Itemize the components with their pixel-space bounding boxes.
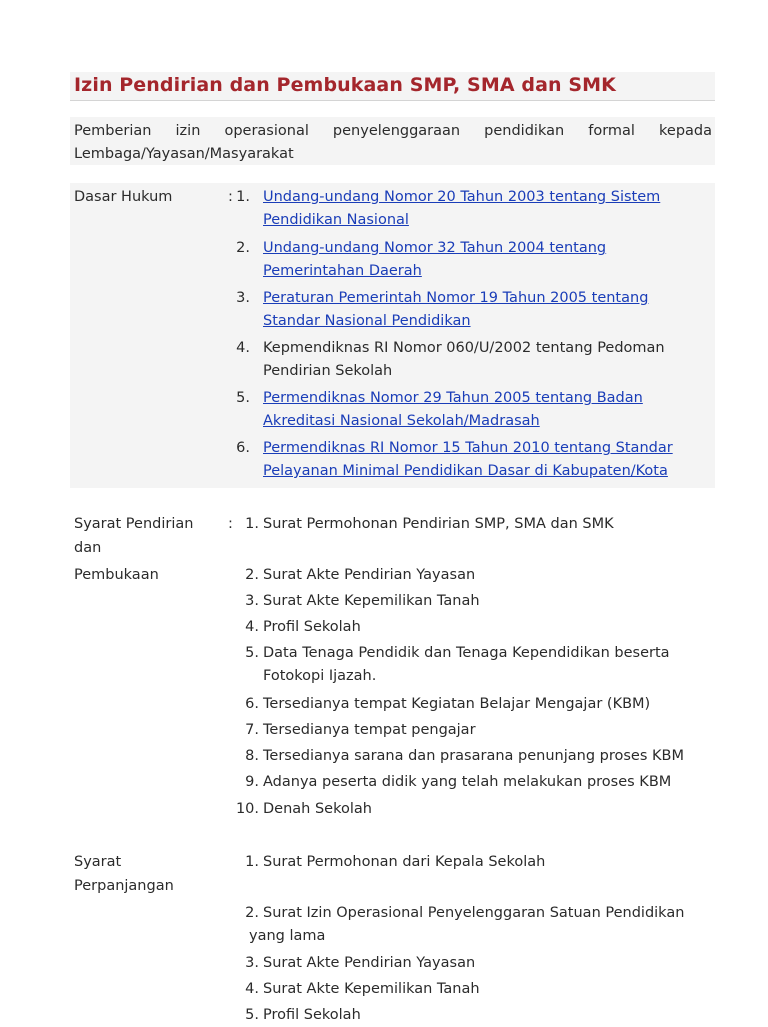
syarat-pendirian-num-3: 3. [245,593,259,609]
dasar-hukum-num-3: 3. [236,290,250,306]
syarat-perpanjangan-item-2: Surat Izin Operasional Penyelenggaran Satuan Pendidikan yang lama [249,905,685,944]
syarat-perpanjangan-item-3: Surat Akte Pendirian Yayasan [263,955,476,971]
dasar-hukum-link-5[interactable]: Permendiknas Nomor 29 Tahun 2005 tentang Badan Akreditasi Nasional Sekolah/Madrasah [263,390,643,429]
syarat-pendirian-num-10: 10. [235,801,259,817]
dasar-hukum-link-3[interactable]: Peraturan Pemerintah Nomor 19 Tahun 2005 tentang Standar Nasional Pendidikan [263,290,649,329]
dasar-hukum-label: Dasar Hukum [74,189,173,205]
dasar-hukum-num-6: 6. [236,440,250,456]
syarat-perpanjangan-num-3: 3. [245,955,259,971]
syarat-pendirian-item-9: Adanya peserta didik yang telah melakukan proses KBM [263,774,672,790]
title-bar [70,72,715,101]
dasar-hukum-link-2[interactable]: Undang-undang Nomor 32 Tahun 2004 tentang Pemerintahan Daerah [263,240,607,279]
syarat-pendirian-label-2: dan [74,540,102,556]
dasar-hukum-num-1: 1. [236,189,250,205]
syarat-pendirian-num-5: 5. [245,645,259,661]
page-title: Izin Pendirian dan Pembukaan SMP, SMA dan SMK [74,74,616,96]
syarat-pendirian-colon: : [228,516,233,532]
dasar-hukum-num-5: 5. [236,390,250,406]
syarat-perpanjangan-label-2: Perpanjangan [74,878,174,894]
syarat-perpanjangan-item-1: Surat Permohonan dari Kepala Sekolah [263,854,546,870]
syarat-perpanjangan-num-2: 2. [245,905,259,921]
syarat-pendirian-label-3: Pembukaan [74,567,159,583]
intro-text: Pemberian izin operasional penyelenggaraan pendidikan formal kepada Lembaga/Yayasan/Masyarakat [74,123,712,162]
dasar-hukum-num-4: 4. [236,340,250,356]
syarat-pendirian-item-10: Denah Sekolah [263,801,372,817]
syarat-pendirian-item-7: Tersedianya tempat pengajar [263,722,476,738]
syarat-perpanjangan-label-1: Syarat [74,854,122,870]
syarat-pendirian-item-2: Surat Akte Pendirian Yayasan [263,567,476,583]
intro-block [70,117,715,165]
syarat-perpanjangan-num-5: 5. [245,1007,259,1023]
dasar-hukum-link-6[interactable]: Permendiknas RI Nomor 15 Tahun 2010 tentang Standar Pelayanan Minimal Pendidikan Dasar di Kabupaten/Kota [263,440,673,479]
syarat-perpanjangan-num-4: 4. [245,981,259,997]
syarat-pendirian-num-1: 1. [245,516,259,532]
syarat-pendirian-item-3: Surat Akte Kepemilikan Tanah [263,593,480,609]
syarat-perpanjangan-item-4: Surat Akte Kepemilikan Tanah [263,981,480,997]
syarat-pendirian-label-1: Syarat Pendirian [74,516,194,532]
dasar-hukum-num-2: 2. [236,240,250,256]
syarat-pendirian-num-4: 4. [245,619,259,635]
syarat-pendirian-item-8: Tersedianya sarana dan prasarana penunjang proses KBM [263,748,684,764]
syarat-pendirian-item-1: Surat Permohonan Pendirian SMP, SMA dan SMK [263,516,614,532]
dasar-hukum-link-1[interactable]: Undang-undang Nomor 20 Tahun 2003 tentang Sistem Pendidikan Nasional [263,189,661,228]
syarat-pendirian-num-7: 7. [245,722,259,738]
dasar-hukum-colon: : [228,189,233,205]
syarat-pendirian-item-6: Tersedianya tempat Kegiatan Belajar Mengajar (KBM) [263,696,651,712]
syarat-perpanjangan-num-1: 1. [245,854,259,870]
syarat-pendirian-num-9: 9. [245,774,259,790]
syarat-perpanjangan-item-5: Profil Sekolah [263,1007,361,1023]
syarat-pendirian-num-2: 2. [245,567,259,583]
syarat-pendirian-num-6: 6. [245,696,259,712]
syarat-pendirian-num-8: 8. [245,748,259,764]
syarat-pendirian-item-4: Profil Sekolah [263,619,361,635]
dasar-hukum-item-4: Kepmendiknas RI Nomor 060/U/2002 tentang Pedoman Pendirian Sekolah [263,340,665,379]
syarat-pendirian-item-5: Data Tenaga Pendidik dan Tenaga Kependidikan beserta Fotokopi Ijazah. [263,645,670,684]
